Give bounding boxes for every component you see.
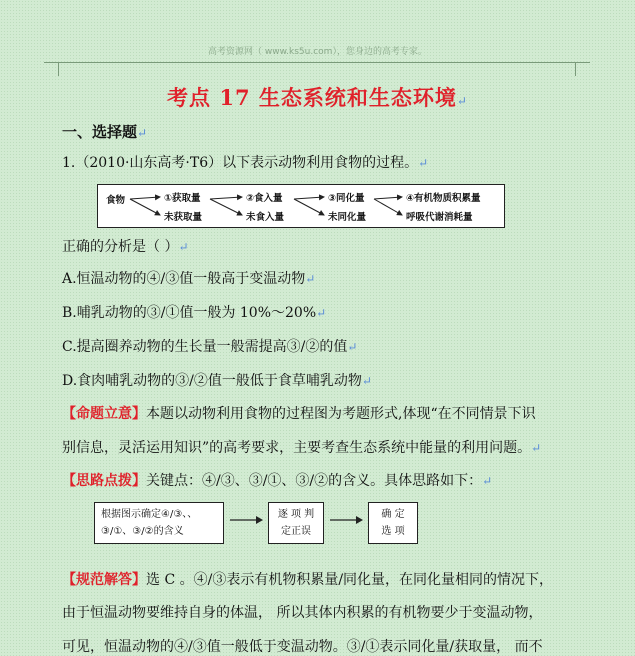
paragraph-mark-icon: ↵ (361, 374, 372, 388)
option-a: A.恒温动物的④/③值一般高于变温动物↵ (62, 271, 316, 287)
paragraph-mark-icon: ↵ (531, 441, 542, 455)
step-arrow-2 (328, 514, 364, 526)
header-rule (58, 62, 576, 63)
flow-arrow (210, 199, 242, 215)
paragraph-mark-icon: ↵ (456, 94, 468, 108)
header-corner-left-top (44, 62, 58, 77)
flow-arrow (374, 197, 402, 199)
thinking-label: 【思路点拨】 (62, 473, 146, 489)
node-food: 食物 (106, 195, 126, 206)
paragraph-mark-icon: ↵ (482, 474, 493, 488)
option-c: C.提高圈养动物的生长量一般需提高③/②的值↵ (62, 339, 358, 355)
answer-label: 【规范解答】 (62, 572, 146, 588)
paragraph-mark-icon: ↵ (137, 126, 148, 140)
section-heading: 一、选择题↵ (62, 123, 148, 141)
node-intake: ①获取量 (164, 193, 201, 204)
flow-arrow (374, 199, 402, 215)
intent-paragraph-line1: 【命题立意】本题以动物利用食物的过程图为考题形式,体现“在不同情景下识 (62, 406, 536, 422)
node-not-assimilated: 未同化量 (328, 212, 367, 223)
flow-arrow (294, 197, 324, 199)
answer-paragraph-line1: 【规范解答】选 C 。④/③表示有机物积累量/同化量，在同化量相同的情况下， (62, 572, 554, 588)
answer-paragraph-line3: 可见，恒温动物的④/③值一般低于变温动物。③/①表示同化量/获取量， 而不 (62, 639, 543, 655)
node-not-intake: 未获取量 (164, 212, 203, 223)
option-d: D.食肉哺乳动物的③/②值一般低于食草哺乳动物↵ (62, 373, 372, 389)
intent-label: 【命题立意】 (62, 406, 146, 422)
step-box-3: 确 定 选 项 (368, 502, 418, 544)
question-prompt: 正确的分析是（ ）↵ (62, 239, 189, 255)
header-corner-right-top (576, 62, 590, 77)
header-site-text: 高考资源网（ www.ks5u.com），您身边的高考专家。 (208, 47, 427, 57)
thinking-paragraph: 【思路点拨】关键点：④/③、③/①、③/②的含义。具体思路如下：↵ (62, 473, 493, 489)
question-stem: 1.（2010·山东高考·T6）以下表示动物利用食物的过程。↵ (62, 155, 429, 171)
paragraph-mark-icon: ↵ (316, 306, 327, 320)
node-eaten: ②食入量 (246, 193, 283, 204)
node-not-eaten: 未食入量 (246, 212, 285, 223)
option-b: B.哺乳动物的③/①值一般为 10%～20%↵ (62, 305, 327, 321)
step-box-2: 逐 项 判 定正误 (268, 502, 324, 544)
flow-arrow (294, 199, 324, 215)
node-respiration: 呼吸代谢消耗量 (406, 212, 473, 223)
flow-arrow (130, 197, 160, 199)
food-flow-diagram (97, 184, 505, 228)
flow-arrow (210, 197, 242, 199)
step-arrow-1 (228, 514, 264, 526)
answer-paragraph-line2: 由于恒温动物要维持自身的体温， 所以其体内积累的有机物要少于变温动物， (62, 605, 543, 621)
paragraph-mark-icon: ↵ (418, 156, 429, 170)
node-assimilated: ③同化量 (328, 193, 365, 204)
flow-arrow (130, 199, 160, 215)
paragraph-mark-icon: ↵ (178, 240, 189, 254)
page-title: 考点 17 生态系统和生态环境↵ (167, 85, 468, 110)
intent-paragraph-line2: 别信息，灵活运用知识”的高考要求，主要考查生态系统中能量的利用问题。↵ (62, 440, 542, 456)
node-accumulated: ④有机物质积累量 (406, 193, 481, 204)
step-box-1: 根据图示确定④/③、、 ③/①、③/②的含义 (94, 502, 224, 544)
paragraph-mark-icon: ↵ (305, 272, 316, 286)
paragraph-mark-icon: ↵ (347, 340, 358, 354)
